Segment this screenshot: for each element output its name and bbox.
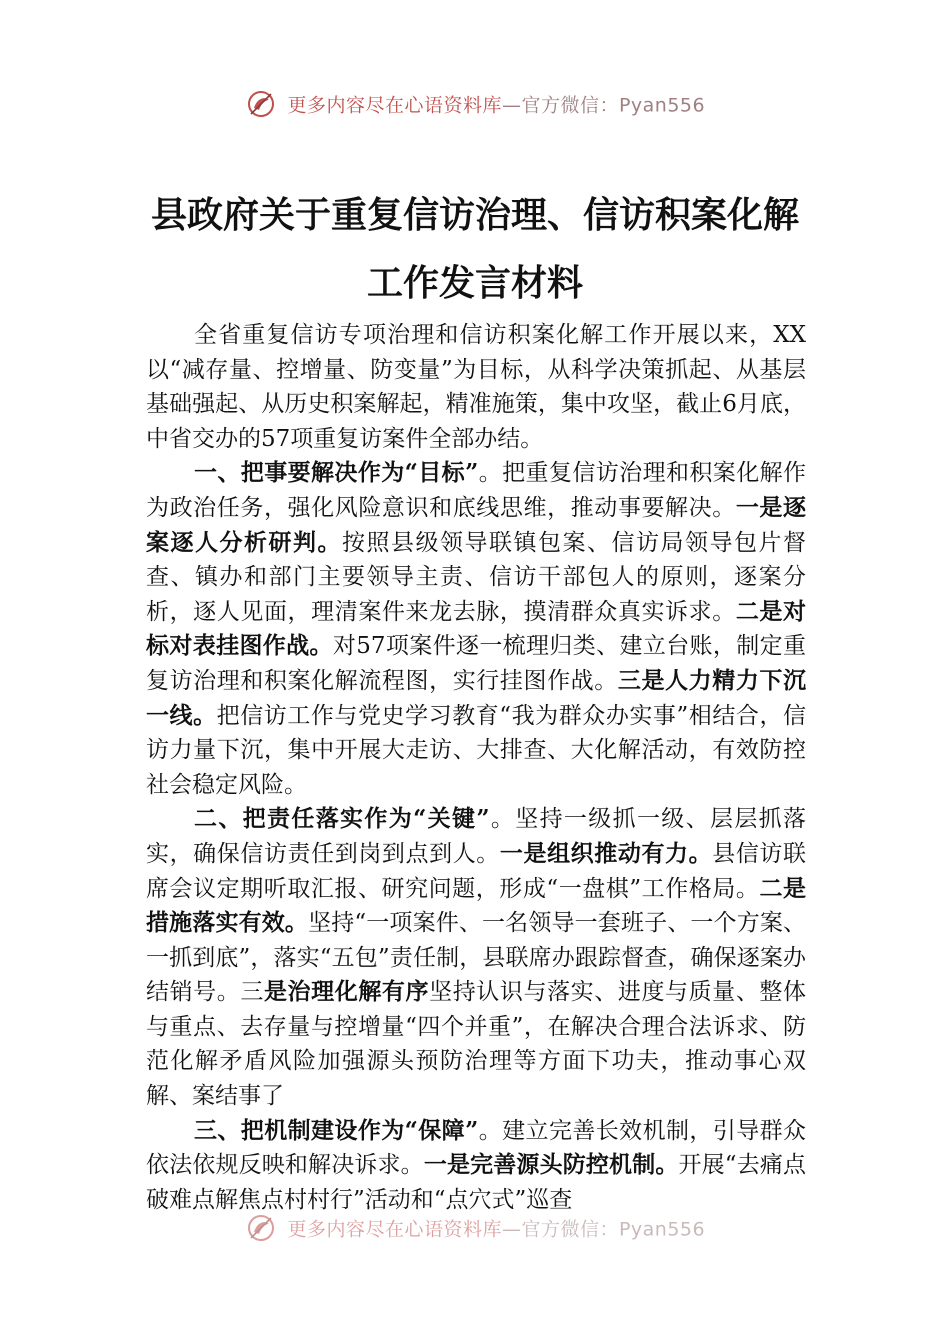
section-3-heading: 三、把机制建设作为“保障”: [194, 1116, 479, 1144]
footer-watermark-main-text: 更多内容尽在心语资料库: [287, 1218, 502, 1241]
section-1-text-2: 按照县级领导联镇包案、信访局领导包片督查、镇办和部门主要领导主责、信访干部包人的原则，逐案分析，逐人见面，理清案件来龙去脉，摸清群众真实诉求。: [146, 529, 806, 625]
section-1-text-3: 对57项案件逐一梳理归类、建立台账，制定重复访治理和积案化解流程图，实行挂图作战。: [146, 633, 806, 694]
document-body: [146, 318, 806, 1217]
document-title-line-2: 工作发言材料: [366, 262, 583, 304]
paragraph-section-3: [146, 1114, 806, 1218]
watermark-sub-text: —官方微信：Pyan556: [501, 94, 706, 117]
paragraph-section-2: [146, 802, 806, 1113]
section-1-point-1: 一是逐案逐人分析研判。: [146, 493, 807, 556]
section-2-heading: 二、把责任落实作为“关键”: [194, 805, 490, 833]
document-title-line-1: 县政府关于重复信访治理、信访积案化解: [150, 194, 799, 236]
paragraph-section-1: [146, 456, 806, 802]
section-1-text-1: 。把重复信访治理和积案化解作为政治任务，强化风险意识和底线思维，推动事要解决。: [146, 460, 806, 521]
footer-watermark-sub-text: —官方微信：Pyan556: [501, 1218, 706, 1241]
section-3-text-2: 开展“去痛点破难点解焦点村村行”活动和“点穴式”巡查: [146, 1152, 807, 1213]
section-1-heading: 一、把事要解决作为“目标”: [194, 459, 479, 487]
footer-watermark: [0, 1212, 950, 1244]
paragraph-intro: [146, 318, 806, 456]
header-watermark: [0, 88, 950, 120]
section-2-text-4: 坚持认识与落实、进度与质量、整体与重点、去存量与控增量“四个并重”，在解决合理合法诉求、防范化解矛盾风险加强源头预防治理等方面下功夫，推动事心双解、案结事了: [146, 979, 807, 1110]
section-2-text-3: 坚持“一项案件、一名领导一套班子、一个方案、一抓到底”，落实“五包”责任制，县联席办跟踪督查，确保逐案办结销号。三: [146, 910, 806, 1006]
section-2-point-2: 二是措施落实有效。: [146, 874, 806, 937]
section-2-point-1: 一是组织推动有力。: [499, 839, 713, 867]
section-3-point-1: 一是完善源头防控机制。: [423, 1151, 679, 1179]
watermark-main-text: 更多内容尽在心语资料库: [287, 94, 502, 117]
section-2-text-2: 县信访联席会议定期听取汇报、研究问题，形成“一盘棋”工作格局。: [146, 840, 807, 902]
section-1-text-4: 把信访工作与党史学习教育“我为群众办实事”相结合，信访力量下沉，集中开展大走访、大排查、大化解活动，有效防控社会稳定风险。: [146, 702, 806, 798]
seal-logo-icon: [245, 1212, 277, 1244]
section-1-point-3: 三是人力精力下沉一线。: [146, 666, 807, 729]
section-1-point-2: 二是对标对表挂图作战。: [146, 597, 807, 660]
section-3-text-1: 。建立完善长效机制，引导群众依法依规反映和解决诉求。: [146, 1117, 806, 1179]
section-2-text-1: 。坚持一级抓一级、层层抓落实，确保信访责任到岗到点到人。: [146, 806, 806, 867]
section-2-point-3: 是治理化解有序: [263, 978, 430, 1006]
seal-logo-icon: [245, 88, 277, 120]
paragraph-intro-text: 全省重复信访专项治理和信访积案化解工作开展以来，XX以“减存量、控增量、防变量”为目标，从科学决策抓起、从基层基础强起、从历史积案解起，精准施策，集中攻坚，截止6月底，中省交办的57项重复访案件全部办结。: [146, 322, 806, 452]
